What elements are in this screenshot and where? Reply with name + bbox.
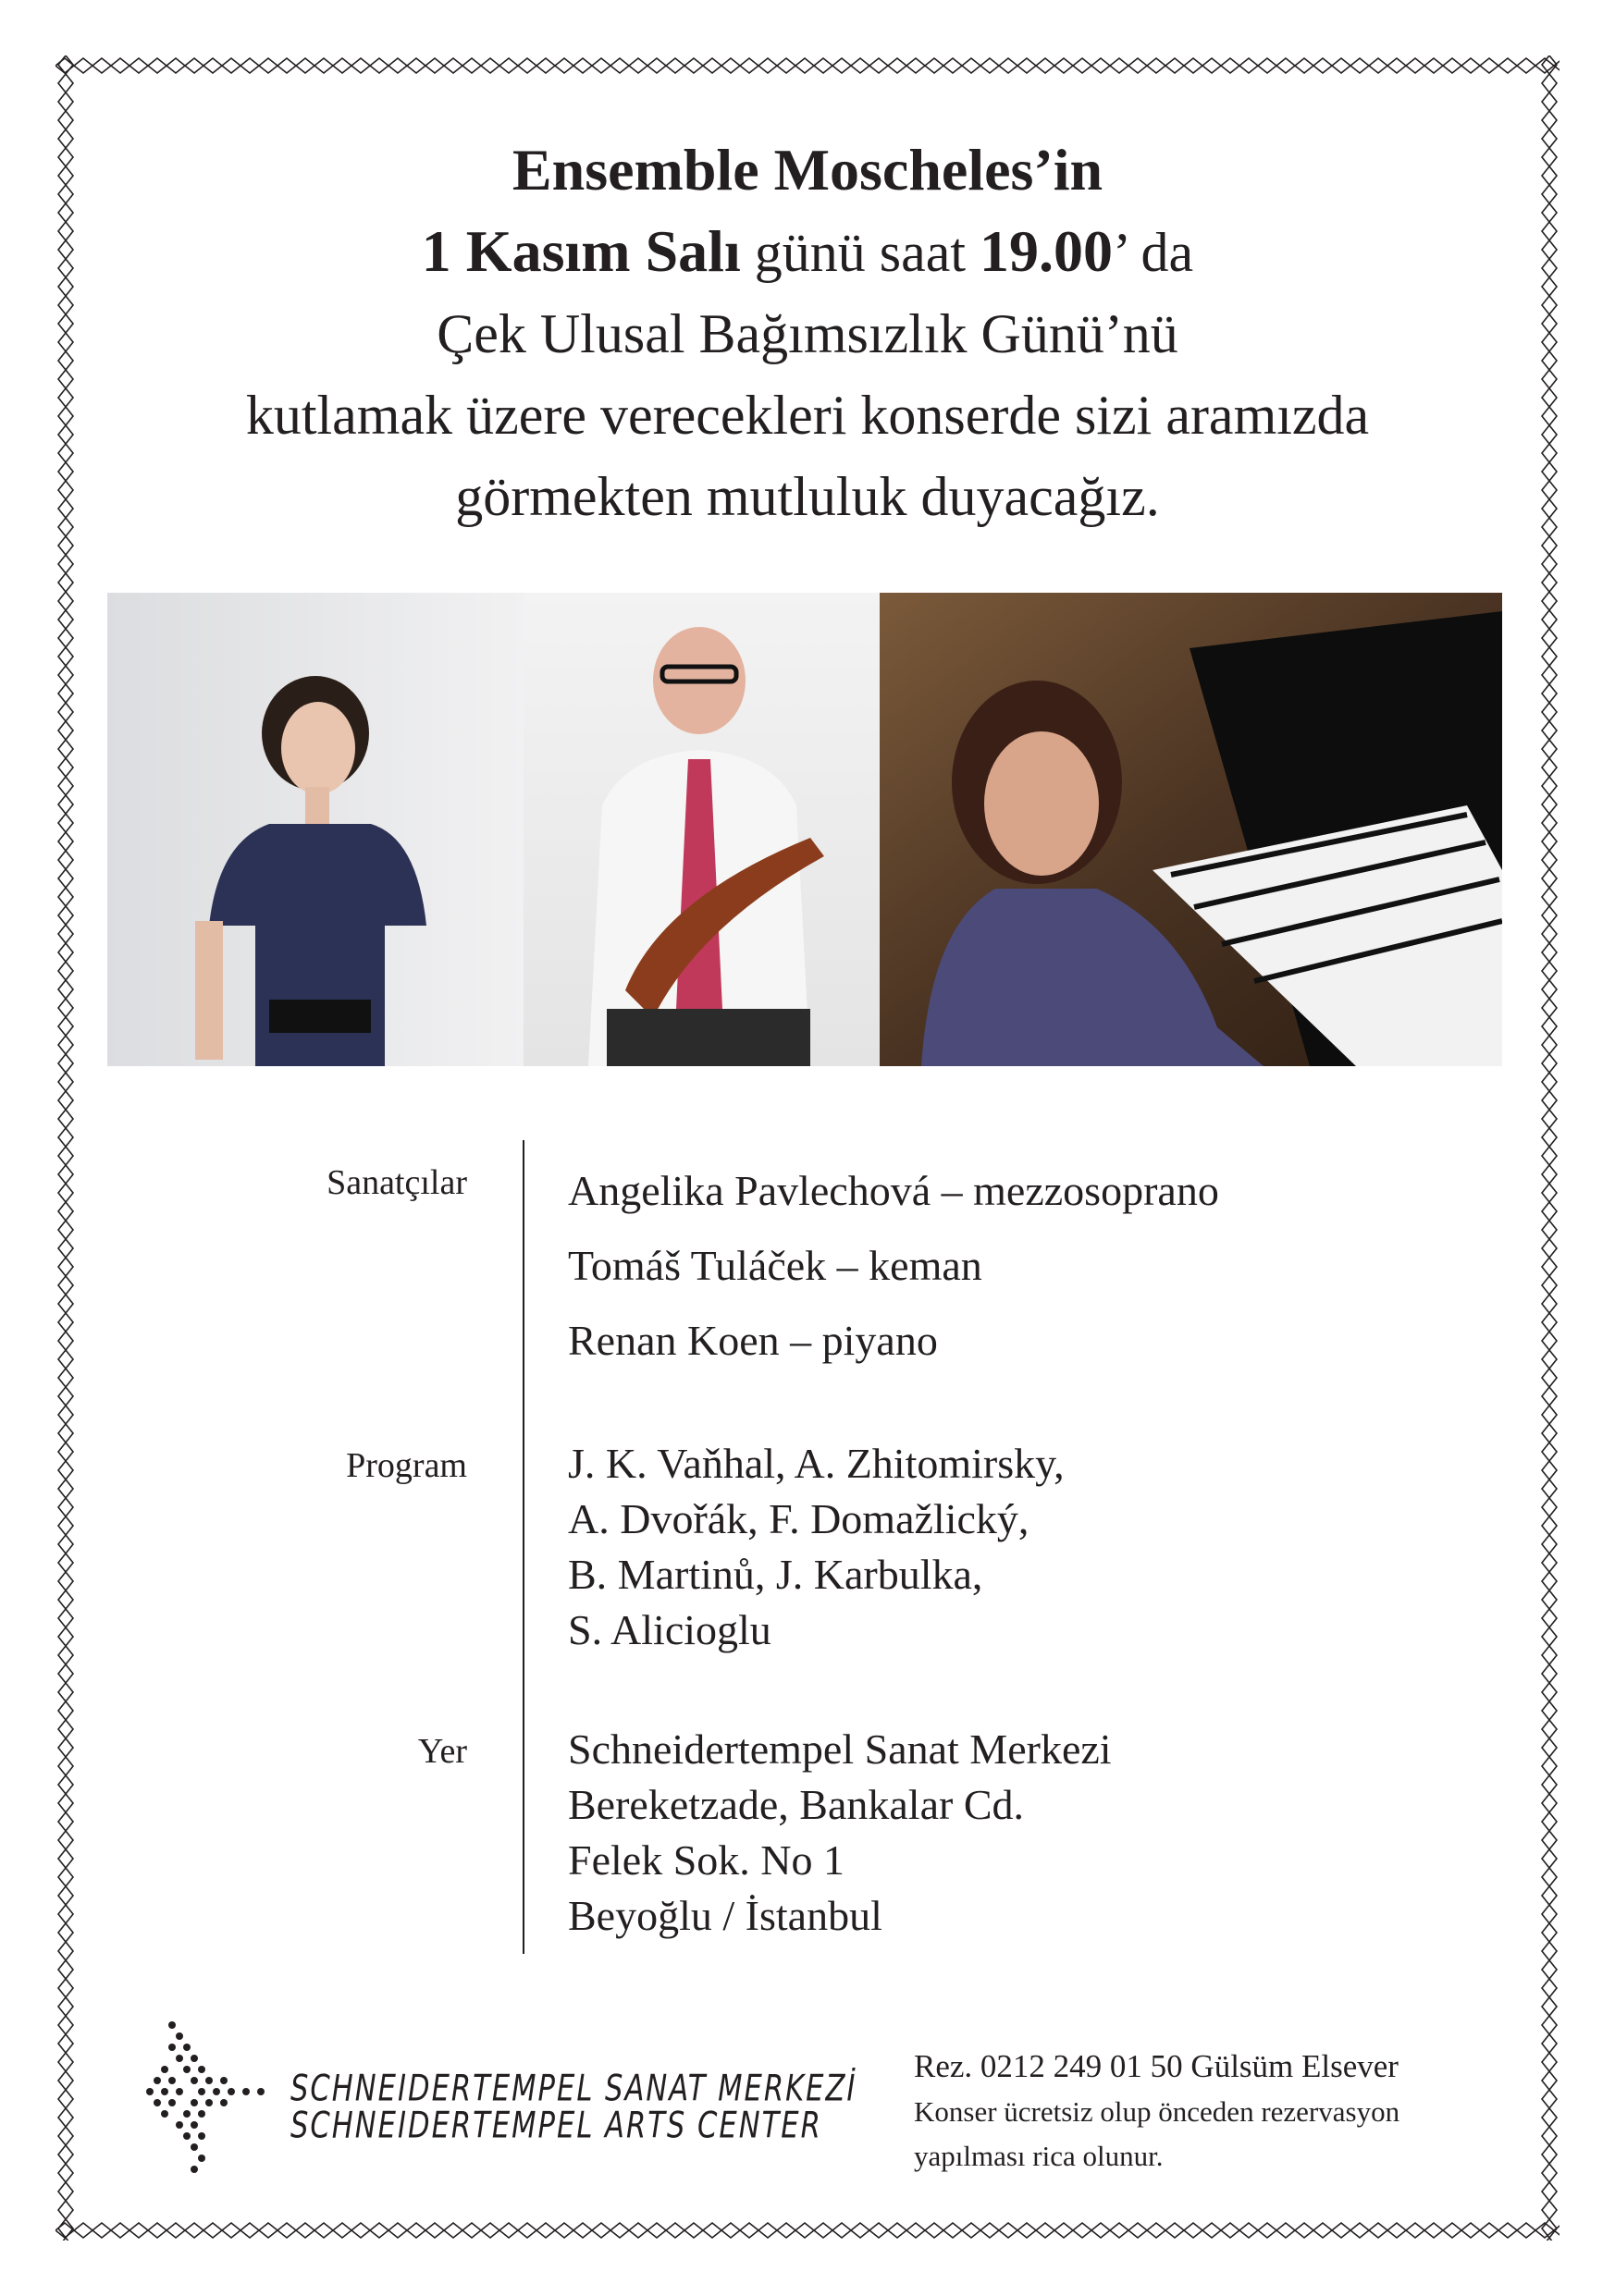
concert-date: 1 Kasım Salı <box>421 218 741 284</box>
artist-item: Renan Koen – piyano <box>568 1317 938 1364</box>
artist-item: Tomáš Tuláček – keman <box>568 1242 982 1289</box>
program-line: B. Martinů, J. Karbulka, <box>568 1551 983 1598</box>
venue-line: Beyoğlu / İstanbul <box>568 1892 882 1939</box>
logo-name-tr: SCHNEIDERTEMPEL SANAT MERKEZİ <box>290 2068 857 2110</box>
reservation-note-line: yapılması rica olunur. <box>914 2140 1164 2172</box>
venue-line: Felek Sok. No 1 <box>568 1836 844 1884</box>
venue-line: Schneidertempel Sanat Merkezi <box>568 1725 1112 1773</box>
program-label: Program <box>346 1446 467 1485</box>
program-line: A. Dvořák, F. Domažlický, <box>568 1495 1029 1542</box>
logo-name-en: SCHNEIDERTEMPEL ARTS CENTER <box>290 2105 822 2147</box>
performers-photo-strip <box>107 593 1502 1066</box>
artists-label: Sanatçılar <box>327 1163 467 1202</box>
venue-label: Yer <box>417 1732 467 1771</box>
artist-item: Angelika Pavlechová – mezzosoprano <box>568 1167 1219 1214</box>
program-line: S. Alicioglu <box>568 1606 771 1653</box>
occasion-line: Çek Ulusal Bağımsızlık Günü’nü <box>437 303 1178 364</box>
venue-address <box>568 1722 1112 1944</box>
frame-border-left <box>55 55 76 2241</box>
concert-time: 19.00 <box>980 218 1114 284</box>
invitation-header <box>92 129 1523 537</box>
date-time-line: 1 Kasım Salı günü saat 19.00’ da <box>421 218 1194 284</box>
photo-pianist <box>880 593 1502 1066</box>
frame-border-right <box>1539 55 1560 2241</box>
program-line: J. K. Vaňhal, A. Zhitomirsky, <box>568 1440 1065 1487</box>
frame-border-top <box>55 55 1560 76</box>
logo-dots-icon <box>144 2016 283 2173</box>
reservation-phone: Rez. 0212 249 01 50 Gülsüm Elsever <box>914 2048 1399 2084</box>
venue-line: Bereketzade, Bankalar Cd. <box>568 1781 1024 1828</box>
invitation-line: kutlamak üzere verecekleri konserde sizi aramızda <box>245 385 1370 446</box>
ensemble-title: Ensemble Moscheles’in <box>512 137 1103 203</box>
frame-border-bottom <box>55 2220 1560 2241</box>
schneidertempel-logo <box>144 2016 857 2173</box>
photo-violinist <box>524 593 880 1066</box>
reservation-info <box>914 2044 1534 2179</box>
reservation-note-line: Konser ücretsiz olup önceden rezervasyon <box>914 2095 1400 2128</box>
invitation-line-end: görmekten mutluluk duyacağız. <box>455 466 1160 527</box>
info-divider <box>523 1140 524 1954</box>
photo-mezzosoprano <box>107 593 524 1066</box>
program-list <box>568 1436 1065 1658</box>
artists-list <box>568 1153 1219 1378</box>
